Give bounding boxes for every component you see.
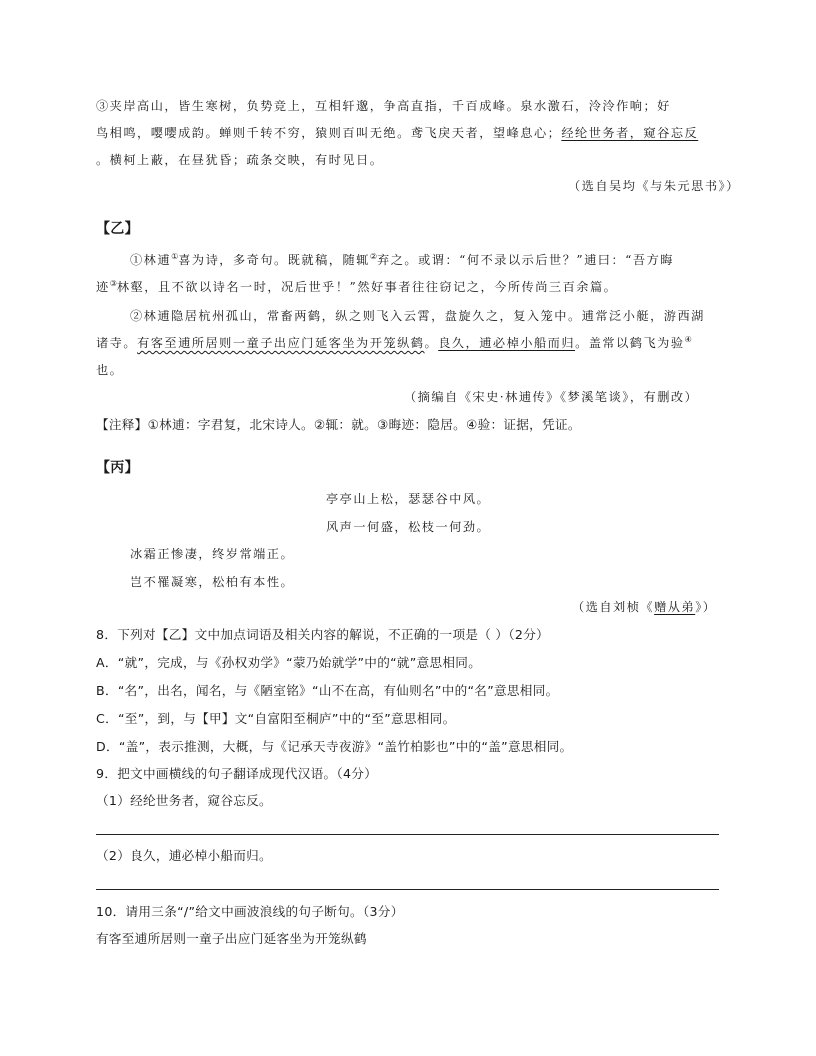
q10-stem: 10．请用三条“/”给文中画波浪线的句子断句。（3分） (96, 904, 404, 919)
q9-item-2: （2）良久，逋必棹小船而归。 (96, 848, 272, 863)
yi-p1-text-a: ①林逋 (130, 253, 172, 267)
poem-line-4: 岂不罹凝寒，松柏有本性。 (130, 575, 295, 589)
q8-option-a: A．“就”，完成，与《孙权劝学》“蒙乃始就学”中的“就”意思相同。 (96, 655, 482, 670)
yi-para2-line1: ②林逋隐居杭州孤山，常畜两鹤，纵之则飞入云霄，盘旋久之，复入笼中。逋常泛小艇，游西湖 (130, 309, 705, 323)
underlined-sentence-2: 良久，逋必棹小船而归 (438, 336, 576, 350)
yi-para1-line2 (96, 278, 617, 296)
yi-p1-l2-text-a: 迹 (96, 280, 110, 294)
q8-option-d: D．“盖”，表示推测，大概，与《记承天寺夜游》“盖竹柏影也”中的“盖”意思相同。 (96, 739, 573, 754)
q10-sentence: 有客至逋所居则一童子出应门延客坐为开笼纵鹤 (96, 931, 367, 946)
jia-para3-line2-text: 鸟相鸣，嘤嘤成韵。蝉则千转不穷，猿则百叫无绝。鸢飞戾天者，望峰息心； (96, 126, 562, 140)
q8-option-c: C．“至”，到，与【甲】文“自富阳至桐庐”中的“至”意思相同。 (96, 711, 456, 726)
underlined-sentence-1: 经纶世务者，窥谷忘反 (561, 126, 699, 140)
bing-source-c: 》） (695, 600, 717, 614)
yi-p1-text-b: 喜为诗，多奇句。既就稿，随辄 (178, 253, 370, 267)
yi-p2-text-e: 。盖常以鹤飞为验 (575, 336, 685, 350)
poem-line-1: 亭亭山上松，瑟瑟谷中风。 (326, 492, 491, 506)
yi-para1-line1 (130, 251, 674, 269)
answer-line-2[interactable] (96, 889, 719, 890)
yi-p2-text-c: 。 (424, 336, 439, 350)
bing-source-a: （选自刘桢《 (572, 600, 655, 614)
footnote-marker-1: ① (171, 251, 179, 261)
answer-line-1[interactable] (96, 834, 719, 835)
jia-para3-line2 (96, 124, 698, 142)
yi-p2-text-a: 诸寺。 (96, 336, 138, 350)
yi-source: （摘编自《宋史·林逋传》《梦溪笔谈》，有删改） (404, 390, 699, 404)
yi-notes: 【注释】①林逋：字君复，北宋诗人。②辄：就。③晦迹：隐居。④验：证据，凭证。 (96, 417, 581, 432)
yi-p1-l2-text-b: 林壑，且不欲以诗名一时，况后世乎！”然好事者往往窃记之，今所传尚三百余篇。 (116, 280, 618, 294)
jia-source: （选自吴均《与朱元思书》） (568, 179, 740, 193)
bing-heading: 【丙】 (96, 460, 139, 476)
yi-para2-line2 (96, 334, 692, 352)
yi-heading: 【乙】 (96, 221, 139, 237)
bing-source-title: 赠从弟 (654, 600, 696, 614)
yi-para2-line3: 也。 (96, 363, 124, 377)
bing-source (572, 598, 716, 616)
footnote-marker-3: ③ (109, 278, 117, 288)
q9-stem: 9．把文中画横线的句子翻译成现代汉语。（4分） (96, 766, 378, 781)
wavy-sentence: 有客至逋所居则一童子出应门延客坐为开笼纵鹤 (137, 336, 425, 350)
footnote-marker-2: ② (369, 251, 378, 261)
yi-p1-text-c: 弃之。或谓：“何不录以示后世？”逋曰：“吾方晦 (377, 253, 674, 267)
q8-stem: 8．下列对【乙】文中加点词语及相关内容的解说，不正确的一项是（ ）（2分） (96, 627, 550, 642)
q9-item-1: （1）经纶世务者，窥谷忘反。 (96, 793, 272, 808)
poem-line-3: 冰霜正惨凄，终岁常端正。 (130, 547, 295, 561)
jia-para3-line3: 。横柯上蔽，在昼犹昏；疏条交映，有时见日。 (96, 153, 384, 167)
q8-option-b: B．“名”，出名，闻名，与《陋室铭》“山不在高，有仙则名”中的“名”意思相同。 (96, 683, 559, 698)
jia-para3-line1: ③夹岸高山，皆生寒树，负势竞上，互相轩邈，争高直指，千百成峰。泉水激石，泠泠作响；好 (96, 99, 671, 113)
poem-line-2: 风声一何盛，松枝一何劲。 (326, 520, 491, 534)
footnote-marker-4: ④ (684, 334, 692, 344)
